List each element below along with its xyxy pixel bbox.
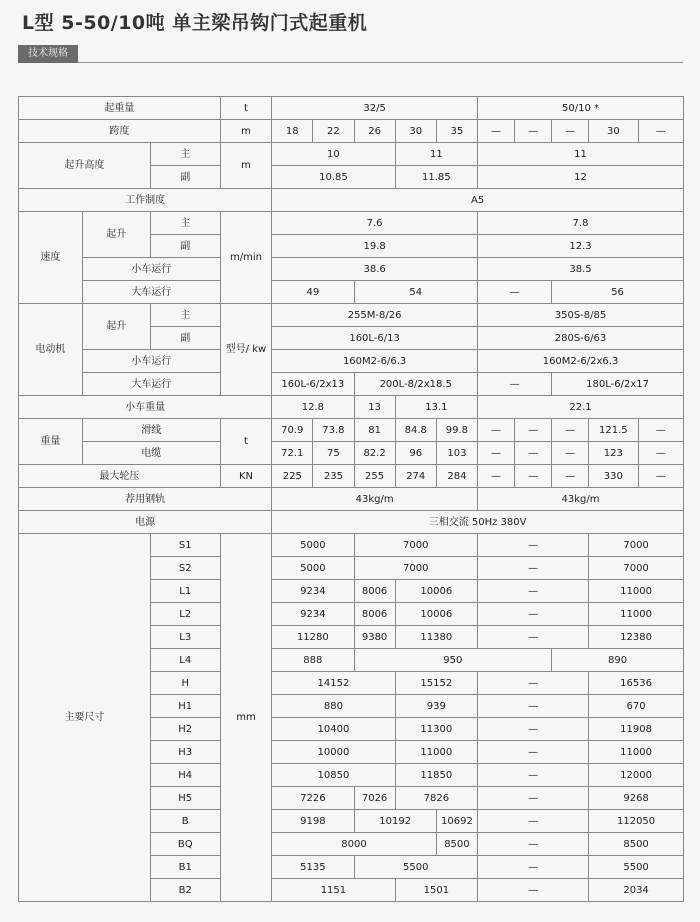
table-cell: 10006 xyxy=(395,603,477,626)
table-cell: 38.5 xyxy=(478,258,684,281)
table-cell: 最大轮压 xyxy=(19,465,221,488)
table-cell: — xyxy=(478,787,589,810)
table-cell: 11908 xyxy=(589,718,684,741)
table-cell: 9380 xyxy=(354,626,395,649)
table-cell: 43kg/m xyxy=(272,488,478,511)
table-cell: 5500 xyxy=(589,856,684,879)
table-cell: — xyxy=(478,580,589,603)
table-cell: — xyxy=(478,810,589,833)
page-title: L型 5-50/10吨 单主梁吊钩门式起重机 xyxy=(22,12,368,34)
table-cell: 880 xyxy=(272,695,395,718)
table-row xyxy=(19,120,684,143)
table-cell: 电源 xyxy=(19,511,272,534)
table-cell: 19.8 xyxy=(272,235,478,258)
table-cell: 主 xyxy=(150,143,220,166)
table-cell: m xyxy=(220,143,271,189)
table-cell: 11 xyxy=(478,143,684,166)
table-cell: 121.5 xyxy=(589,419,638,442)
title-divider xyxy=(78,62,683,63)
table-cell: — xyxy=(478,695,589,718)
table-cell: 12 xyxy=(478,166,684,189)
table-cell: 670 xyxy=(589,695,684,718)
table-cell: 38.6 xyxy=(272,258,478,281)
table-cell: 11000 xyxy=(589,580,684,603)
table-cell: — xyxy=(515,442,552,465)
table-cell: 1501 xyxy=(395,879,477,902)
table-cell: 小车重量 xyxy=(19,396,272,419)
table-cell: 10692 xyxy=(436,810,477,833)
table-cell: 重量 xyxy=(19,419,83,465)
table-cell: H4 xyxy=(150,764,220,787)
table-cell: A5 xyxy=(272,189,684,212)
table-cell: 939 xyxy=(395,695,477,718)
table-row xyxy=(19,97,684,120)
table-cell: 225 xyxy=(272,465,313,488)
table-cell: 13.1 xyxy=(395,396,477,419)
table-cell: 7.8 xyxy=(478,212,684,235)
table-cell: 103 xyxy=(436,442,477,465)
table-row xyxy=(19,511,684,534)
table-cell: B1 xyxy=(150,856,220,879)
table-cell: 小车运行 xyxy=(82,350,220,373)
table-cell: 7000 xyxy=(354,557,478,580)
table-cell: 22 xyxy=(313,120,354,143)
table-cell: t xyxy=(220,419,271,465)
table-cell: H xyxy=(150,672,220,695)
table-cell: — xyxy=(478,465,515,488)
table-cell: H2 xyxy=(150,718,220,741)
table-cell: 8000 xyxy=(272,833,437,856)
table-cell: — xyxy=(478,672,589,695)
table-cell: 11.85 xyxy=(395,166,477,189)
table-cell: 14152 xyxy=(272,672,395,695)
table-cell: KN xyxy=(220,465,271,488)
table-cell: 10192 xyxy=(354,810,436,833)
table-cell: 大车运行 xyxy=(82,373,220,396)
table-cell: — xyxy=(515,120,552,143)
table-cell: 32/5 xyxy=(272,97,478,120)
spec-table-body xyxy=(19,97,684,902)
table-cell: 330 xyxy=(589,465,638,488)
table-cell: 12.3 xyxy=(478,235,684,258)
table-cell: 160M2-6/6.3 xyxy=(272,350,478,373)
table-cell: 起升 xyxy=(82,212,150,258)
table-cell: 起重量 xyxy=(19,97,221,120)
table-cell: — xyxy=(478,833,589,856)
table-cell: 7000 xyxy=(589,557,684,580)
table-cell: 11000 xyxy=(395,741,477,764)
table-cell: 副 xyxy=(150,166,220,189)
table-cell: 5500 xyxy=(354,856,478,879)
table-cell: 350S-8/85 xyxy=(478,304,684,327)
table-cell: 10.85 xyxy=(272,166,395,189)
table-row xyxy=(19,442,684,465)
table-cell: 123 xyxy=(589,442,638,465)
table-cell: 16536 xyxy=(589,672,684,695)
table-cell: 跨度 xyxy=(19,120,221,143)
table-cell: 起升 xyxy=(82,304,150,350)
table-row xyxy=(19,419,684,442)
table-cell: m xyxy=(220,120,271,143)
table-cell: — xyxy=(638,465,683,488)
table-cell: 9234 xyxy=(272,603,354,626)
table-cell: mm xyxy=(220,534,271,902)
table-cell: 160L-6/2x13 xyxy=(272,373,354,396)
table-cell: 160M2-6/2x6.3 xyxy=(478,350,684,373)
table-cell: 8006 xyxy=(354,580,395,603)
table-cell: 10850 xyxy=(272,764,395,787)
table-cell: 12.8 xyxy=(272,396,354,419)
table-cell: 43kg/m xyxy=(478,488,684,511)
table-cell: 8006 xyxy=(354,603,395,626)
table-cell: 10400 xyxy=(272,718,395,741)
table-cell: 电缆 xyxy=(82,442,220,465)
table-cell: — xyxy=(638,419,683,442)
table-cell: 11380 xyxy=(395,626,477,649)
table-cell: 1151 xyxy=(272,879,395,902)
table-cell: L3 xyxy=(150,626,220,649)
table-cell: 54 xyxy=(354,281,478,304)
table-cell: 主 xyxy=(150,212,220,235)
table-cell: 10006 xyxy=(395,580,477,603)
table-cell: 50/10 * xyxy=(478,97,684,120)
table-cell: 26 xyxy=(354,120,395,143)
table-cell: 56 xyxy=(552,281,684,304)
table-cell: 13 xyxy=(354,396,395,419)
table-cell: 11850 xyxy=(395,764,477,787)
table-cell: — xyxy=(638,120,683,143)
table-cell: — xyxy=(478,442,515,465)
table-cell: — xyxy=(478,741,589,764)
table-cell: 160L-6/13 xyxy=(272,327,478,350)
table-cell: — xyxy=(478,764,589,787)
table-cell: 8500 xyxy=(436,833,477,856)
spec-table xyxy=(18,96,684,902)
table-cell: 型号/ kw xyxy=(220,304,271,396)
table-cell: — xyxy=(515,419,552,442)
table-cell: 2034 xyxy=(589,879,684,902)
table-row xyxy=(19,350,684,373)
table-cell: 12000 xyxy=(589,764,684,787)
table-cell: — xyxy=(552,442,589,465)
table-cell: 7226 xyxy=(272,787,354,810)
table-cell: — xyxy=(478,419,515,442)
table-cell: 滑线 xyxy=(82,419,220,442)
table-cell: 5135 xyxy=(272,856,354,879)
table-cell: m/min xyxy=(220,212,271,304)
table-cell: 荐用钢轨 xyxy=(19,488,272,511)
table-cell: 72.1 xyxy=(272,442,313,465)
table-cell: 75 xyxy=(313,442,354,465)
table-cell: 11300 xyxy=(395,718,477,741)
table-cell: 73.8 xyxy=(313,419,354,442)
table-cell: 180L-6/2x17 xyxy=(552,373,684,396)
table-cell: 副 xyxy=(150,235,220,258)
table-cell: 888 xyxy=(272,649,354,672)
table-cell: 主 xyxy=(150,304,220,327)
table-cell: — xyxy=(478,281,552,304)
table-cell: B xyxy=(150,810,220,833)
table-cell: L1 xyxy=(150,580,220,603)
table-cell: 11 xyxy=(395,143,477,166)
table-row xyxy=(19,258,684,281)
table-cell: t xyxy=(220,97,271,120)
table-cell: 18 xyxy=(272,120,313,143)
table-cell: 30 xyxy=(589,120,638,143)
table-cell: 电动机 xyxy=(19,304,83,396)
table-cell: 10 xyxy=(272,143,395,166)
table-cell: 81 xyxy=(354,419,395,442)
table-cell: 284 xyxy=(436,465,477,488)
table-row xyxy=(19,189,684,212)
table-row xyxy=(19,281,684,304)
table-cell: H1 xyxy=(150,695,220,718)
table-cell: — xyxy=(478,626,589,649)
table-cell: 84.8 xyxy=(395,419,436,442)
table-cell: 10000 xyxy=(272,741,395,764)
table-row xyxy=(19,212,684,235)
table-cell: 82.2 xyxy=(354,442,395,465)
table-cell: 11280 xyxy=(272,626,354,649)
table-cell: 主要尺寸 xyxy=(19,534,151,902)
table-row xyxy=(19,304,684,327)
table-row xyxy=(19,488,684,511)
table-cell: 5000 xyxy=(272,557,354,580)
table-cell: 30 xyxy=(395,120,436,143)
table-cell: — xyxy=(478,879,589,902)
table-cell: 70.9 xyxy=(272,419,313,442)
table-row xyxy=(19,465,684,488)
table-cell: — xyxy=(552,120,589,143)
table-cell: S2 xyxy=(150,557,220,580)
table-cell: — xyxy=(552,465,589,488)
table-cell: — xyxy=(478,534,589,557)
table-cell: 8500 xyxy=(589,833,684,856)
table-cell: 7826 xyxy=(395,787,477,810)
table-cell: 890 xyxy=(552,649,684,672)
table-cell: 7000 xyxy=(589,534,684,557)
table-cell: 15152 xyxy=(395,672,477,695)
table-cell: 9234 xyxy=(272,580,354,603)
table-cell: 274 xyxy=(395,465,436,488)
table-cell: — xyxy=(478,603,589,626)
table-cell: 9268 xyxy=(589,787,684,810)
table-cell: 7000 xyxy=(354,534,478,557)
table-cell: H3 xyxy=(150,741,220,764)
table-cell: — xyxy=(478,120,515,143)
table-row xyxy=(19,534,684,557)
table-cell: 11000 xyxy=(589,603,684,626)
section-label: 技术规格 xyxy=(18,45,78,63)
table-cell: 235 xyxy=(313,465,354,488)
table-row xyxy=(19,143,684,166)
table-cell: — xyxy=(515,465,552,488)
table-cell: 5000 xyxy=(272,534,354,557)
table-cell: 255 xyxy=(354,465,395,488)
table-cell: — xyxy=(478,373,552,396)
table-cell: 200L-8/2x18.5 xyxy=(354,373,478,396)
table-cell: B2 xyxy=(150,879,220,902)
table-cell: 7.6 xyxy=(272,212,478,235)
table-cell: 12380 xyxy=(589,626,684,649)
table-cell: 280S-6/63 xyxy=(478,327,684,350)
table-cell: H5 xyxy=(150,787,220,810)
table-cell: 小车运行 xyxy=(82,258,220,281)
table-cell: 大车运行 xyxy=(82,281,220,304)
table-cell: — xyxy=(638,442,683,465)
table-cell: 255M-8/26 xyxy=(272,304,478,327)
table-cell: 9198 xyxy=(272,810,354,833)
table-cell: 99.8 xyxy=(436,419,477,442)
table-cell: 22.1 xyxy=(478,396,684,419)
table-cell: 112050 xyxy=(589,810,684,833)
table-cell: 11000 xyxy=(589,741,684,764)
table-cell: S1 xyxy=(150,534,220,557)
table-cell: 950 xyxy=(354,649,552,672)
table-cell: — xyxy=(478,718,589,741)
table-cell: L2 xyxy=(150,603,220,626)
table-cell: — xyxy=(478,557,589,580)
table-row xyxy=(19,396,684,419)
table-cell: — xyxy=(478,856,589,879)
table-row xyxy=(19,373,684,396)
table-cell: — xyxy=(552,419,589,442)
table-cell: 35 xyxy=(436,120,477,143)
table-cell: 三相交流 50Hz 380V xyxy=(272,511,684,534)
table-cell: 工作制度 xyxy=(19,189,272,212)
table-cell: L4 xyxy=(150,649,220,672)
table-cell: 起升高度 xyxy=(19,143,151,189)
table-cell: 49 xyxy=(272,281,354,304)
table-cell: BQ xyxy=(150,833,220,856)
table-cell: 速度 xyxy=(19,212,83,304)
table-cell: 7026 xyxy=(354,787,395,810)
table-cell: 96 xyxy=(395,442,436,465)
table-cell: 副 xyxy=(150,327,220,350)
